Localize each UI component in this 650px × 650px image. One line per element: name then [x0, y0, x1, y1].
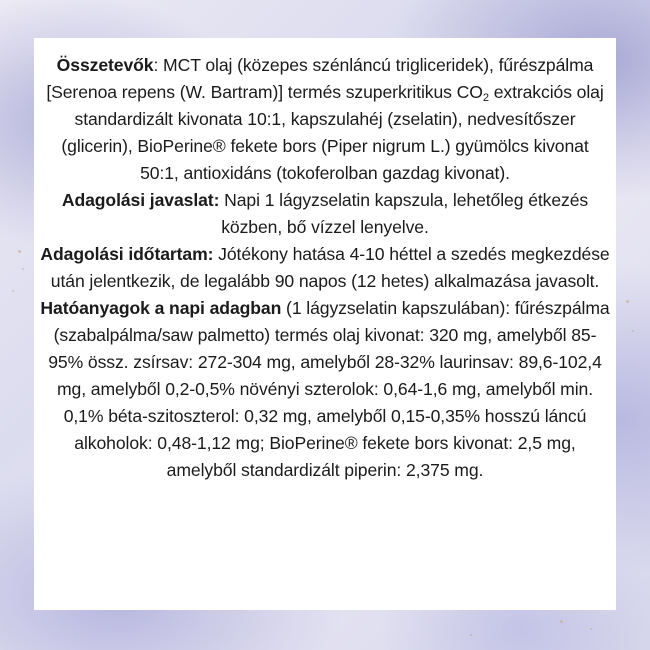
ingredients-text-continued: extrakciós olaj standardizált kivonata 10:1, kapszulahéj (zselatin), nedvesítőszer (glicerin), BioPerine® fekete bors (Piper nigrum L.) gyümölcs kivonat 50:1, antioxidáns (tokoferolban gazdag kivonat). — [61, 82, 604, 183]
dosage-heading: Adagolási javaslat: — [61, 190, 220, 210]
gold-speckle — [560, 620, 563, 623]
active-ingredients-text: (1 lágyzselatin kapszulában): fűrészpálma (szabalpálma/saw palmetto) termés olaj kivonat: 320 mg, amelyből 85-95% össz. zsírsav: 272-304 mg, amelyből 28-32% laurinsav: 89,6-102,4 mg, amelyből 0,2-0,5% növényi szterolok: 0,64-1,6 mg, amelyből min. 0,1% béta-szitoszterol: 0,32 mg, amelyből 0,15-0,35% hosszú láncú alkoholok: 0,48-1,12 mg; BioPerine® fekete bors kivonat: 2,5 mg, amelyből standardizált piperin: 2,375 mg. — [48, 298, 610, 480]
ingredients-paragraph — [40, 52, 610, 187]
gold-speckle — [470, 634, 472, 636]
dosage-text: Napi 1 lágyzselatin kapszula, lehetőleg étkezés közben, bő vízzel lenyelve. — [219, 190, 589, 237]
gold-speckle — [626, 300, 629, 303]
gold-speckle — [18, 250, 21, 253]
label-text — [40, 52, 610, 484]
duration-text: Jótékony hatása 4-10 héttel a szedés megkezdése után jelentkezik, de legalább 90 napos (12 hetes) alkalmazása javasolt. — [50, 244, 610, 291]
active-ingredients-heading: Hatóanyagok a napi adagban — [40, 298, 282, 318]
gold-speckle — [632, 330, 634, 332]
duration-heading: Adagolási időtartam: — [40, 244, 214, 264]
active-ingredients-paragraph — [40, 295, 610, 484]
dosage-paragraph — [40, 187, 610, 241]
ingredients-text: : MCT olaj (közepes szénláncú trigliceridek), fűrészpálma [Serenoa repens (W. Bartram)] termés szuperkritikus CO — [46, 55, 594, 102]
ingredients-heading: Összetevők — [56, 55, 154, 75]
gold-speckle — [590, 628, 592, 630]
co2-subscript: 2 — [482, 92, 489, 104]
ingredient-card — [34, 38, 616, 610]
duration-paragraph — [40, 241, 610, 295]
gold-speckle — [22, 268, 24, 270]
gold-speckle — [12, 290, 14, 292]
